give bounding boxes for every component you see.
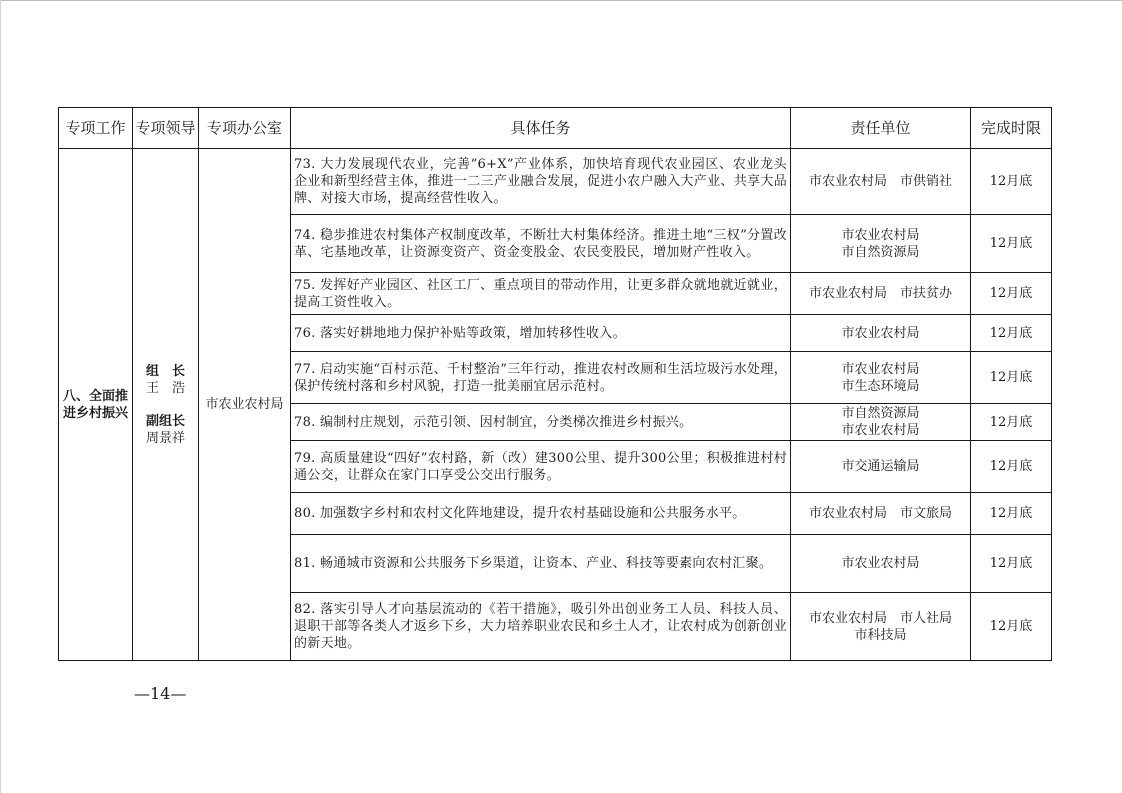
responsible-unit: 市农业农村局	[841, 423, 920, 438]
header-lead: 专项领导	[133, 108, 199, 149]
task-cell: 74. 稳步推进农村集体产权制度改革，不断壮大村集体经济。推进土地“三权”分置改革、宅基地改革，让资源变资产、资金变股金、农民变股民，增加财产性收入。	[291, 215, 791, 273]
responsible-unit: 市农业农村局	[841, 556, 920, 571]
responsible-unit-cell	[791, 273, 971, 315]
page-top-border	[0, 0, 1122, 1]
task-cell: 78. 编制村庄规划，示范引领、因村制宜，分类梯次推进乡村振兴。	[291, 404, 791, 441]
header-office: 专项办公室	[199, 108, 291, 149]
deadline-cell: 12月底	[971, 315, 1052, 352]
header-work: 专项工作	[59, 108, 133, 149]
responsible-unit-cell	[791, 493, 971, 535]
deadline-cell: 12月底	[971, 215, 1052, 273]
deputy-role: 副组长	[145, 413, 185, 429]
deadline-cell: 12月底	[971, 593, 1052, 661]
task-cell: 82. 落实引导人才向基层流动的《若干措施》，吸引外出创业务工人员、科技人员、退职干部等各类人才返乡下乡，大力培养职业农民和乡土人才，让农村成为创新创业的新天地。	[291, 593, 791, 661]
header-deadline: 完成时限	[971, 108, 1052, 149]
responsible-unit-cell	[791, 535, 971, 593]
responsible-unit: 市农业农村局 市供销社	[808, 174, 952, 189]
header-task: 具体任务	[291, 108, 791, 149]
responsible-unit: 市科技局	[854, 627, 907, 643]
special-office-cell: 市农业农村局	[199, 149, 291, 661]
responsible-unit-cell	[791, 593, 971, 661]
responsible-unit: 市农业农村局 市扶贫办	[808, 286, 952, 301]
task-cell: 80. 加强数字乡村和农村文化阵地建设，提升农村基础设施和公共服务水平。	[291, 493, 791, 535]
page-number: —14—	[134, 684, 187, 703]
deadline-cell: 12月底	[971, 149, 1052, 215]
task-table	[58, 107, 1052, 661]
task-cell: 77. 启动实施“百村示范、千村整治”三年行动，推进农村改厕和生活垃圾污水处理，保护传统村落和乡村风貌，打造一批美丽宜居示范村。	[291, 352, 791, 404]
header-unit: 责任单位	[791, 108, 971, 149]
responsible-unit: 市农业农村局	[841, 325, 920, 341]
responsible-unit-cell	[791, 149, 971, 215]
responsible-unit: 市自然资源局	[841, 406, 920, 421]
responsible-unit-cell	[791, 215, 971, 273]
deadline-cell: 12月底	[971, 404, 1052, 441]
task-cell: 75. 发挥好产业园区、社区工厂、重点项目的带动作用，让更多群众就地就近就业，提高工资性收入。	[291, 273, 791, 315]
responsible-unit-cell	[791, 404, 971, 441]
special-work-cell: 八、全面推进乡村振兴	[59, 149, 133, 661]
header-row	[59, 108, 1052, 149]
deadline-cell: 12月底	[971, 535, 1052, 593]
responsible-unit-cell	[791, 315, 971, 352]
task-cell: 79. 高质量建设“四好”农村路，新（改）建300公里、提升300公里；积极推进村村通公交，让群众在家门口享受公交出行服务。	[291, 441, 791, 493]
leader-role: 组 长	[145, 363, 185, 379]
deadline-cell: 12月底	[971, 493, 1052, 535]
task-cell: 73. 大力发展现代农业，完善“6+X”产业体系，加快培育现代农业园区、农业龙头企业和新型经营主体，推进一二三产业融合发展，促进小农户融入大产业、共享大品牌、对接大市场，提高经营性收入。	[291, 149, 791, 215]
table-row	[59, 149, 1052, 215]
responsible-unit-cell	[791, 441, 971, 493]
deadline-cell: 12月底	[971, 273, 1052, 315]
task-cell: 81. 畅通城市资源和公共服务下乡渠道，让资本、产业、科技等要素向农村汇聚。	[291, 535, 791, 593]
task-cell: 76. 落实好耕地地力保护补贴等政策，增加转移性收入。	[291, 315, 791, 352]
deadline-cell: 12月底	[971, 441, 1052, 493]
special-lead-cell	[133, 149, 199, 661]
responsible-unit-cell	[791, 352, 971, 404]
responsible-unit: 市农业农村局 市文旅局	[808, 506, 952, 521]
responsible-unit: 市交通运输局	[841, 459, 920, 474]
responsible-unit: 市农业农村局	[841, 227, 920, 243]
responsible-unit: 市自然资源局	[841, 244, 920, 260]
responsible-unit: 市农业农村局 市人社局	[808, 610, 952, 626]
page-left-border	[0, 0, 1, 793]
deputy-name: 周景祥	[145, 430, 185, 446]
leader-name: 王 浩	[145, 380, 185, 396]
deadline-cell: 12月底	[971, 352, 1052, 404]
responsible-unit: 市农业农村局	[841, 361, 920, 377]
responsible-unit: 市生态环境局	[841, 378, 920, 394]
